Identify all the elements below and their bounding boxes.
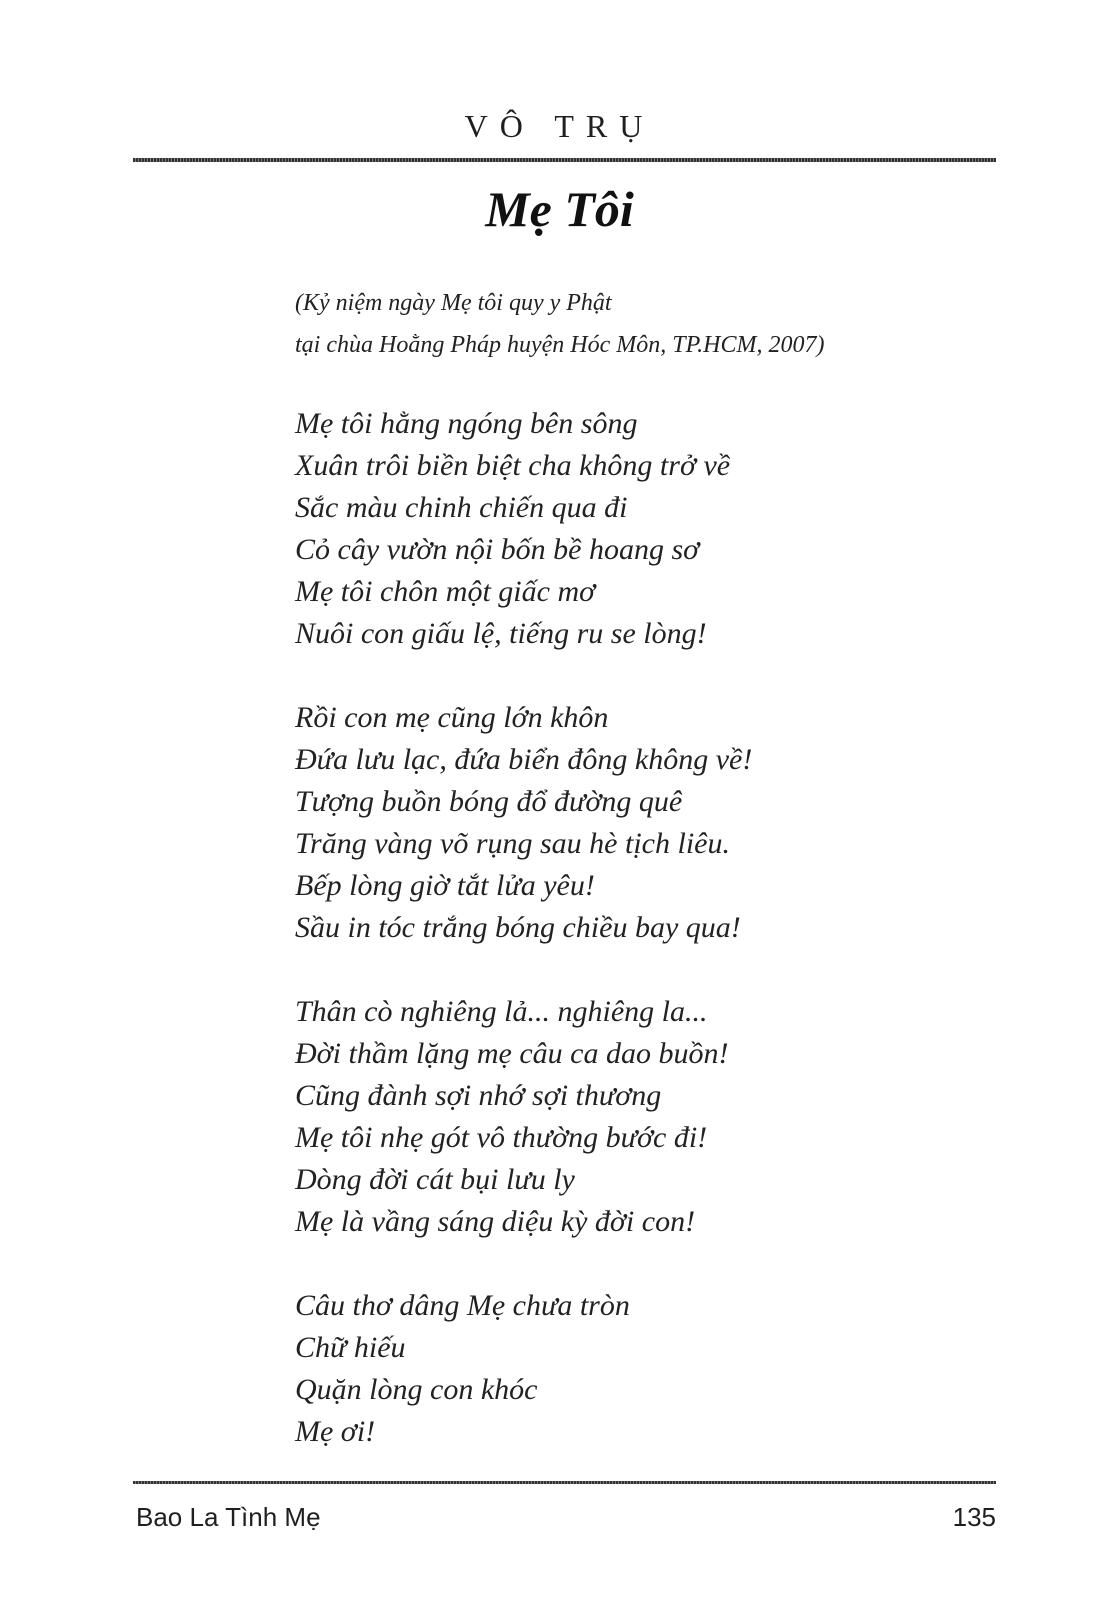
poem-line: Cũng đành sợi nhớ sợi thương: [295, 1079, 662, 1112]
poem-line: Dòng đời cát bụi lưu ly: [295, 1163, 575, 1196]
poem-line: Thân cò nghiêng lả... nghiêng la...: [295, 995, 708, 1028]
poem-line: Sầu in tóc trắng bóng chiều bay qua!: [295, 911, 741, 944]
poem-line: Cỏ cây vườn nội bốn bề hoang sơ: [295, 533, 700, 566]
poem-title: Mẹ Tôi: [485, 181, 634, 237]
poem-line: Rồi con mẹ cũng lớn khôn: [295, 701, 609, 734]
stanza: [295, 991, 752, 1243]
poem-line: Đời thầm lặng mẹ câu ca dao buồn!: [295, 1037, 729, 1070]
stanza: [295, 403, 752, 655]
poem-line: Câu thơ dâng Mẹ chưa tròn: [295, 1289, 630, 1322]
poem-line: Quặn lòng con khóc: [295, 1373, 538, 1406]
poem-line: Sắc màu chinh chiến qua đi: [295, 491, 628, 524]
poem-line: Mẹ tôi hằng ngóng bên sông: [295, 407, 638, 440]
poem-line: Đứa lưu lạc, đứa biển đông không về!: [295, 743, 753, 776]
dedication: [295, 282, 825, 366]
page-number: 135: [952, 1502, 996, 1532]
poem-line: Xuân trôi biền biệt cha không trở về: [295, 449, 731, 482]
stanza: [295, 1285, 752, 1453]
poem-line: Mẹ tôi chôn một giấc mơ: [295, 575, 596, 608]
poem-line: Nuôi con giấu lệ, tiếng ru se lòng!: [295, 617, 707, 650]
dedication-line: (Kỷ niệm ngày Mẹ tôi quy y Phật: [295, 290, 612, 316]
poem-line: Tượng buồn bóng đổ đường quê: [295, 785, 683, 818]
footer-book-title: Bao La Tình Mẹ: [136, 1502, 321, 1532]
poem-line: Bếp lòng giờ tắt lửa yêu!: [295, 869, 595, 902]
poem-line: Mẹ tôi nhẹ gót vô thường bước đi!: [295, 1121, 708, 1154]
footer-rule: [133, 1481, 996, 1484]
dedication-line: tại chùa Hoằng Pháp huyện Hóc Môn, TP.HCM, 2007): [295, 332, 825, 358]
poem-body: [295, 403, 752, 1453]
poem-line: Trăng vàng võ rụng sau hè tịch liêu.: [295, 827, 730, 860]
running-head-author: VÔ TRỤ: [464, 108, 655, 144]
poem-line: Mẹ là vầng sáng diệu kỳ đời con!: [295, 1205, 696, 1238]
stanza: [295, 697, 752, 949]
poem-line: Mẹ ơi!: [295, 1415, 376, 1448]
poem-line: Chữ hiếu: [295, 1331, 406, 1364]
header-rule: [133, 158, 996, 162]
